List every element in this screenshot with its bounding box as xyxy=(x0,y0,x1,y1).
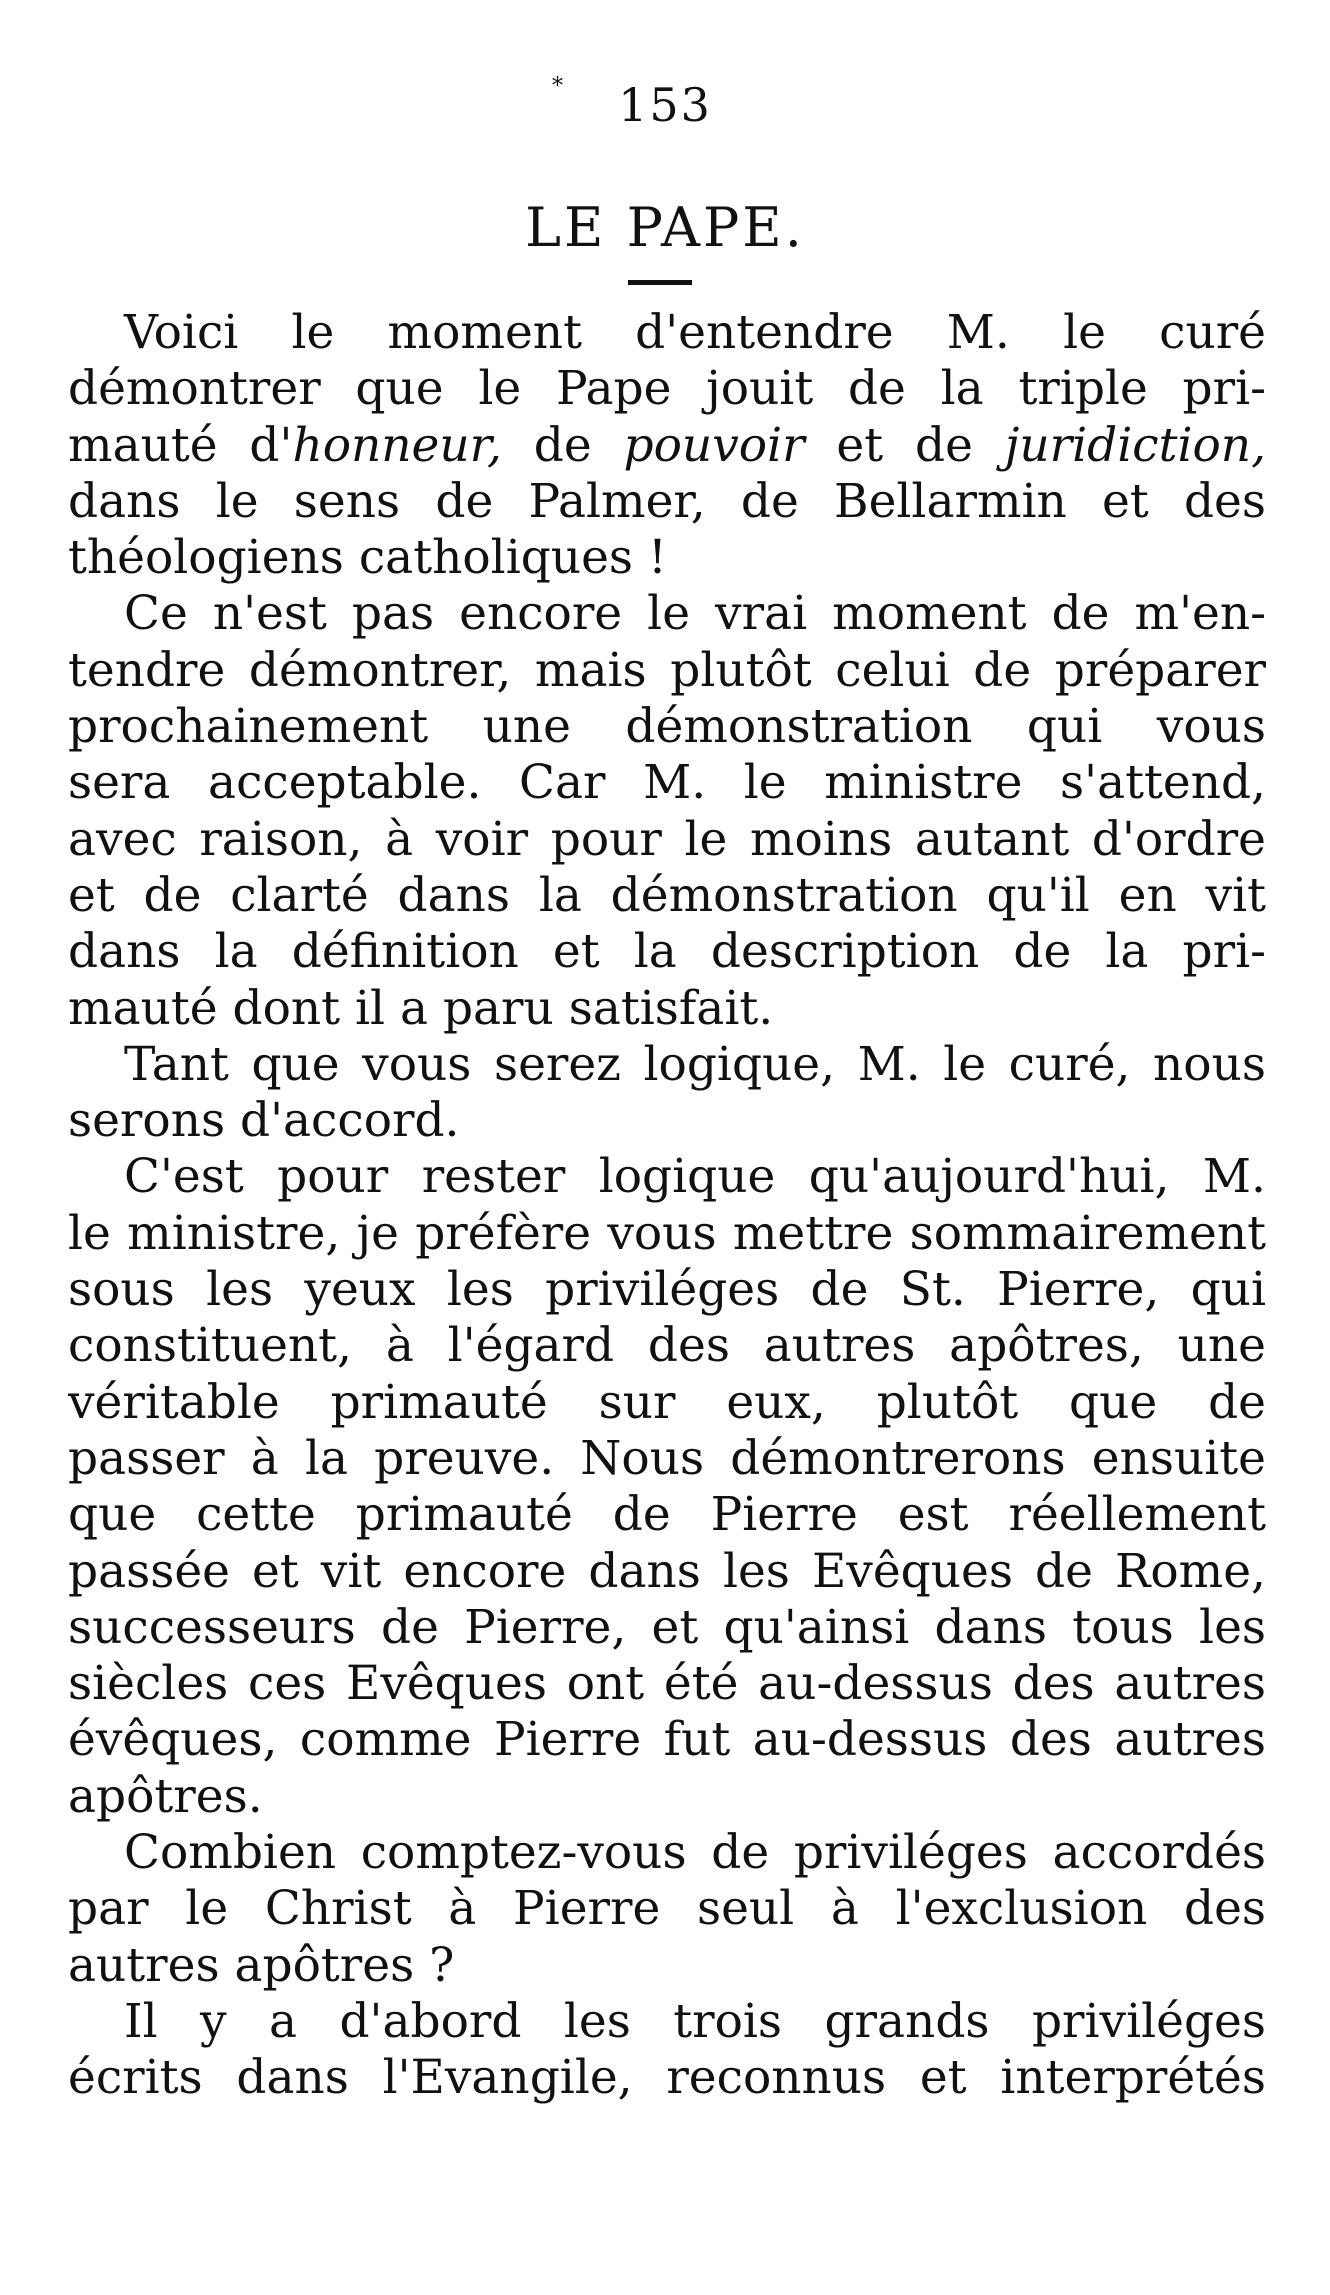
text-line xyxy=(68,924,1266,980)
text-segment: évêques, comme Pierre fut au-dessus des autres xyxy=(68,1712,1266,1768)
text-segment: Il y a d'abord les trois grands priviléges xyxy=(124,1993,1266,2049)
page-title: LE PAPE. xyxy=(525,196,805,259)
text-line xyxy=(68,418,1266,474)
text-segment: avec raison, à voir pour le moins autant d'ordre xyxy=(68,811,1266,867)
text-line xyxy=(68,1769,1266,1825)
text-line xyxy=(68,586,1266,642)
text-segment: mauté d' xyxy=(68,417,293,473)
text-segment: Combien comptez-vous de priviléges accordés xyxy=(124,1825,1266,1881)
text-line xyxy=(68,1825,1266,1881)
text-segment: prochainement une démonstration qui vous xyxy=(68,699,1266,755)
text-line xyxy=(68,1375,1266,1431)
text-segment: véritable primauté sur eux, plutôt que de xyxy=(68,1374,1266,1430)
text-line xyxy=(68,1262,1266,1318)
text-line xyxy=(68,1487,1266,1543)
text-line xyxy=(68,1994,1266,2050)
text-segment: sera acceptable. Car M. le ministre s'attend, xyxy=(68,755,1266,811)
text-segment: écrits dans l'Evangile, reconnus et interprétés xyxy=(68,2050,1266,2106)
text-segment: et de clarté dans la démonstration qu'il en vit xyxy=(68,867,1266,923)
text-segment: pouvoir xyxy=(623,417,805,473)
text-segment: que cette primauté de Pierre est réellement xyxy=(68,1487,1266,1543)
text-segment: juridiction, xyxy=(1004,417,1266,473)
text-segment: siècles ces Evêques ont été au-dessus des autres xyxy=(68,1656,1266,1712)
text-segment: successeurs de Pierre, et qu'ainsi dans tous les xyxy=(68,1599,1266,1655)
text-line xyxy=(68,1431,1266,1487)
text-line xyxy=(68,1544,1266,1600)
text-segment: mauté dont il a paru satisfait. xyxy=(68,980,774,1036)
text-line xyxy=(68,868,1266,924)
text-segment: théologiens catholiques ! xyxy=(68,530,667,586)
text-line xyxy=(68,361,1266,417)
text-line xyxy=(68,699,1266,755)
text-segment: démontrer que le Pape jouit de la triple pri- xyxy=(68,361,1266,417)
page-number: 153 xyxy=(618,78,712,132)
text-line xyxy=(68,812,1266,868)
body-text xyxy=(68,305,1266,2107)
text-line xyxy=(68,643,1266,699)
text-line xyxy=(68,1881,1266,1937)
text-segment: passer à la preuve. Nous démontrerons ensuite xyxy=(68,1430,1266,1486)
text-line xyxy=(68,530,1266,586)
text-segment: dans le sens de Palmer, de Bellarmin et des xyxy=(68,473,1266,529)
text-segment: tendre démontrer, mais plutôt celui de préparer xyxy=(68,642,1266,698)
text-segment: honneur, xyxy=(292,417,502,473)
text-line xyxy=(68,1938,1266,1994)
text-line xyxy=(68,305,1266,361)
text-line xyxy=(68,1206,1266,1262)
text-line xyxy=(68,1600,1266,1656)
text-segment: apôtres. xyxy=(68,1768,263,1824)
text-line xyxy=(68,981,1266,1037)
title-rule xyxy=(628,280,692,285)
text-segment: C'est pour rester logique qu'aujourd'hui, M. xyxy=(124,1149,1266,1205)
text-segment: Tant que vous serez logique, M. le curé, nous xyxy=(124,1036,1266,1092)
text-segment: de xyxy=(501,417,624,473)
text-line xyxy=(68,1318,1266,1374)
text-segment: Voici le moment d'entendre M. le curé xyxy=(124,305,1266,360)
text-segment: dans la définition et la description de la pri- xyxy=(68,924,1266,980)
text-segment: Ce n'est pas encore le vrai moment de m'en- xyxy=(124,586,1266,642)
text-segment: le ministre, je préfère vous mettre sommairement xyxy=(68,1205,1266,1261)
text-segment: et de xyxy=(804,417,1005,473)
text-line xyxy=(68,474,1266,530)
text-line xyxy=(68,1093,1266,1149)
text-line xyxy=(68,2050,1266,2106)
text-segment: autres apôtres ? xyxy=(68,1937,455,1993)
text-segment: passée et vit encore dans les Evêques de Rome, xyxy=(68,1543,1266,1599)
text-line xyxy=(68,1037,1266,1093)
text-line xyxy=(68,755,1266,811)
text-line xyxy=(68,1656,1266,1712)
page-mark: * xyxy=(552,74,563,99)
text-segment: serons d'accord. xyxy=(68,1093,460,1149)
text-segment: par le Christ à Pierre seul à l'exclusion des xyxy=(68,1881,1266,1937)
text-line xyxy=(68,1149,1266,1205)
text-segment: constituent, à l'égard des autres apôtres, une xyxy=(68,1318,1266,1374)
text-segment: sous les yeux les priviléges de St. Pierre, qui xyxy=(68,1262,1266,1318)
text-line xyxy=(68,1712,1266,1768)
